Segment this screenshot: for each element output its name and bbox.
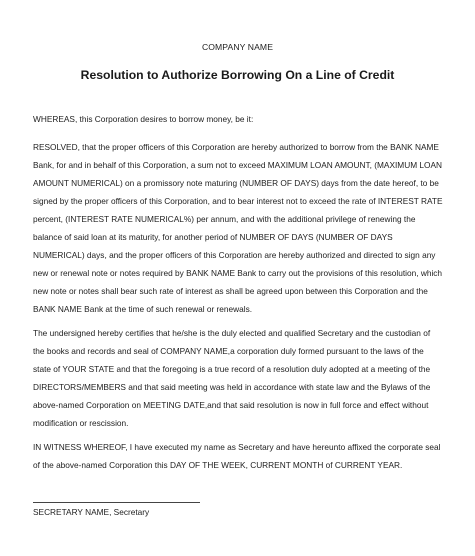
resolved-paragraph: RESOLVED, that the proper officers of this Corporation are hereby authorized to borrow from the BANK NAME Bank, for and in behalf of this Corporation, a sum not to exceed MAXIMUM LOAN AMOUNT, (MAXIMUM LOAN AMOUNT NUMERICAL) on a promissory note maturing (NUMBER OF DAYS) days from the date hereof, to be signed by the proper officers of this Corporation, and to bear interest not to exceed the rate of INTEREST RATE percent, (INTEREST RATE NUMERICAL%) per annum, and with the additional privilege of renewing the balance of said loan at its maturity, for another period of NUMBER OF DAYS (NUMBER OF DAYS NUMERICAL) days, and the proper officers of this Corporation are hereby authorized and directed to sign any new or renewal note or notes required by BANK NAME Bank to carry out the provisions of this resolution, which new note or notes shall bear such rate of interest as shall be agreed upon between this Corporation and the BANK NAME Bank at the time of such renewal or renewals. xyxy=(33,142,443,314)
document-body xyxy=(33,110,443,480)
witness-paragraph: IN WITNESS WHEREOF, I have executed my name as Secretary and have hereunto affixed the corporate seal of the above-named Corporation this DAY OF THE WEEK, CURRENT MONTH of CURRENT YEAR. xyxy=(33,442,441,470)
signature-name: SECRETARY NAME, Secretary xyxy=(33,507,150,517)
certification-paragraph: The undersigned hereby certifies that he/she is the duly elected and qualified Secretary and the custodian of the books and records and seal of COMPANY NAME,a corporation duly formed pursuant to the laws of the state of YOUR STATE and that the foregoing is a true record of a resolution duly adopted at a meeting of the DIRECTORS/MEMBERS and that said meeting was held in accordance with state law and the Bylaws of the above-named Corporation on MEETING DATE,and that said resolution is now in full force and effect without modification or rescission. xyxy=(33,328,431,428)
company-name: COMPANY NAME xyxy=(201,42,274,52)
document-title: Resolution to Authorize Borrowing On a Line of Credit xyxy=(80,68,395,82)
whereas-paragraph: WHEREAS, this Corporation desires to borrow money, be it: xyxy=(33,114,254,124)
signature-line xyxy=(33,502,200,503)
